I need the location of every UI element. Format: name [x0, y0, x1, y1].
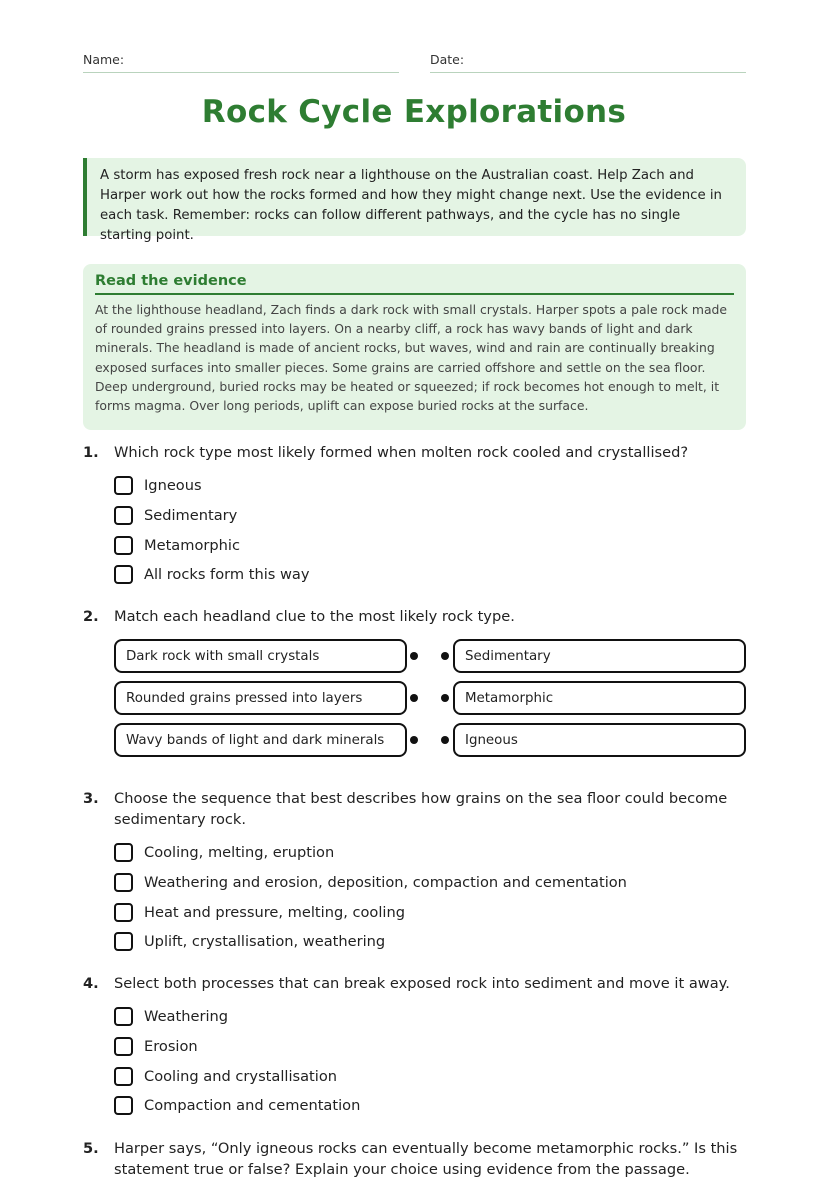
option[interactable] [114, 1061, 360, 1091]
checkbox[interactable] [114, 565, 133, 584]
option-label: Compaction and cementation [144, 1097, 361, 1115]
checkbox[interactable] [114, 873, 133, 892]
checkbox[interactable] [114, 536, 133, 555]
option-label: All rocks form this way [144, 566, 310, 584]
checkbox[interactable] [114, 1096, 133, 1115]
match-dot[interactable] [441, 694, 449, 702]
question-number: 1. [83, 444, 99, 461]
checkbox[interactable] [114, 903, 133, 922]
match-row [114, 681, 746, 715]
question-number: 4. [83, 975, 99, 992]
name-label: Name: [83, 52, 125, 67]
match-answer[interactable]: Sedimentary [453, 639, 746, 673]
page-title: Rock Cycle Explorations [201, 94, 627, 130]
question-3 [83, 788, 746, 830]
checkbox[interactable] [114, 932, 133, 951]
question-4-options [114, 1002, 360, 1121]
date-line [430, 72, 746, 73]
checkbox[interactable] [114, 1037, 133, 1056]
match-row [114, 723, 746, 757]
checkbox[interactable] [114, 506, 133, 525]
checkbox[interactable] [114, 1067, 133, 1086]
question-text: Harper says, “Only igneous rocks can eventually become metamorphic rocks.” Is this statement true or false? Explain your choice using evidence from the passage. [114, 1140, 738, 1178]
option[interactable] [114, 1091, 360, 1121]
intro-callout: A storm has exposed fresh rock near a lighthouse on the Australian coast. Help Zach and Harper work out how the rocks formed and how they might change next. Use the evidence in each task. Remember: rocks can follow different pathways, and the cycle has no single starting point. [83, 158, 746, 236]
question-number: 2. [83, 608, 99, 625]
option-label: Erosion [144, 1038, 198, 1056]
option[interactable] [114, 1002, 360, 1032]
question-2 [83, 606, 746, 627]
match-row [114, 639, 746, 673]
match-dot[interactable] [410, 736, 418, 744]
option[interactable] [114, 530, 310, 560]
option-label: Weathering and erosion, deposition, compaction and cementation [144, 874, 627, 892]
checkbox[interactable] [114, 476, 133, 495]
name-line [83, 72, 399, 73]
question-text: Match each headland clue to the most likely rock type. [114, 608, 515, 625]
question-5 [83, 1138, 746, 1180]
checkbox[interactable] [114, 843, 133, 862]
option[interactable] [114, 927, 627, 957]
option[interactable] [114, 897, 627, 927]
question-1 [83, 442, 746, 463]
option[interactable] [114, 868, 627, 898]
question-text: Which rock type most likely formed when molten rock cooled and crystallised? [114, 444, 689, 461]
question-4 [83, 973, 746, 994]
option-label: Metamorphic [144, 536, 240, 554]
evidence-panel [83, 264, 746, 430]
name-field[interactable] [83, 52, 399, 67]
option[interactable] [114, 838, 627, 868]
match-dot[interactable] [410, 652, 418, 660]
match-answer[interactable]: Igneous [453, 723, 746, 757]
question-number: 3. [83, 790, 99, 807]
question-text: Select both processes that can break exposed rock into sediment and move it away. [114, 975, 730, 992]
question-1-options [114, 471, 310, 590]
option[interactable] [114, 1032, 360, 1062]
match-dot[interactable] [410, 694, 418, 702]
match-dot[interactable] [441, 736, 449, 744]
option-label: Weathering [144, 1008, 229, 1026]
question-number: 5. [83, 1140, 99, 1157]
option-label: Sedimentary [144, 507, 238, 525]
option[interactable] [114, 501, 310, 531]
date-label: Date: [430, 52, 465, 67]
option-label: Cooling and crystallisation [144, 1067, 337, 1085]
match-clue[interactable]: Dark rock with small crystals [114, 639, 407, 673]
question-3-options [114, 838, 627, 957]
evidence-heading: Read the evidence [95, 273, 734, 295]
date-field[interactable] [430, 52, 746, 67]
match-clue[interactable]: Wavy bands of light and dark minerals [114, 723, 407, 757]
option-label: Uplift, crystallisation, weathering [144, 933, 386, 951]
question-text: Choose the sequence that best describes how grains on the sea floor could become sedimentary rock. [114, 790, 728, 828]
match-dot[interactable] [441, 652, 449, 660]
option-label: Heat and pressure, melting, cooling [144, 903, 405, 921]
option[interactable] [114, 560, 310, 590]
option-label: Cooling, melting, eruption [144, 844, 335, 862]
checkbox[interactable] [114, 1007, 133, 1026]
option-label: Igneous [144, 477, 202, 495]
evidence-text: At the lighthouse headland, Zach finds a dark rock with small crystals. Harper spots a pale rock made of rounded grains pressed into layers. On a nearby cliff, a rock has wavy bands of light and dark minerals. The headland is made of ancient rocks, but waves, wind and rain are continually breaking exposed surfaces into smaller pieces. Some grains are carried offshore and settle on the sea floor. Deep underground, buried rocks may be heated or squeezed; if rock becomes hot enough to melt, it forms magma. Over long periods, uplift can expose buried rocks at the surface. [95, 302, 728, 414]
option[interactable] [114, 471, 310, 501]
match-clue[interactable]: Rounded grains pressed into layers [114, 681, 407, 715]
match-answer[interactable]: Metamorphic [453, 681, 746, 715]
